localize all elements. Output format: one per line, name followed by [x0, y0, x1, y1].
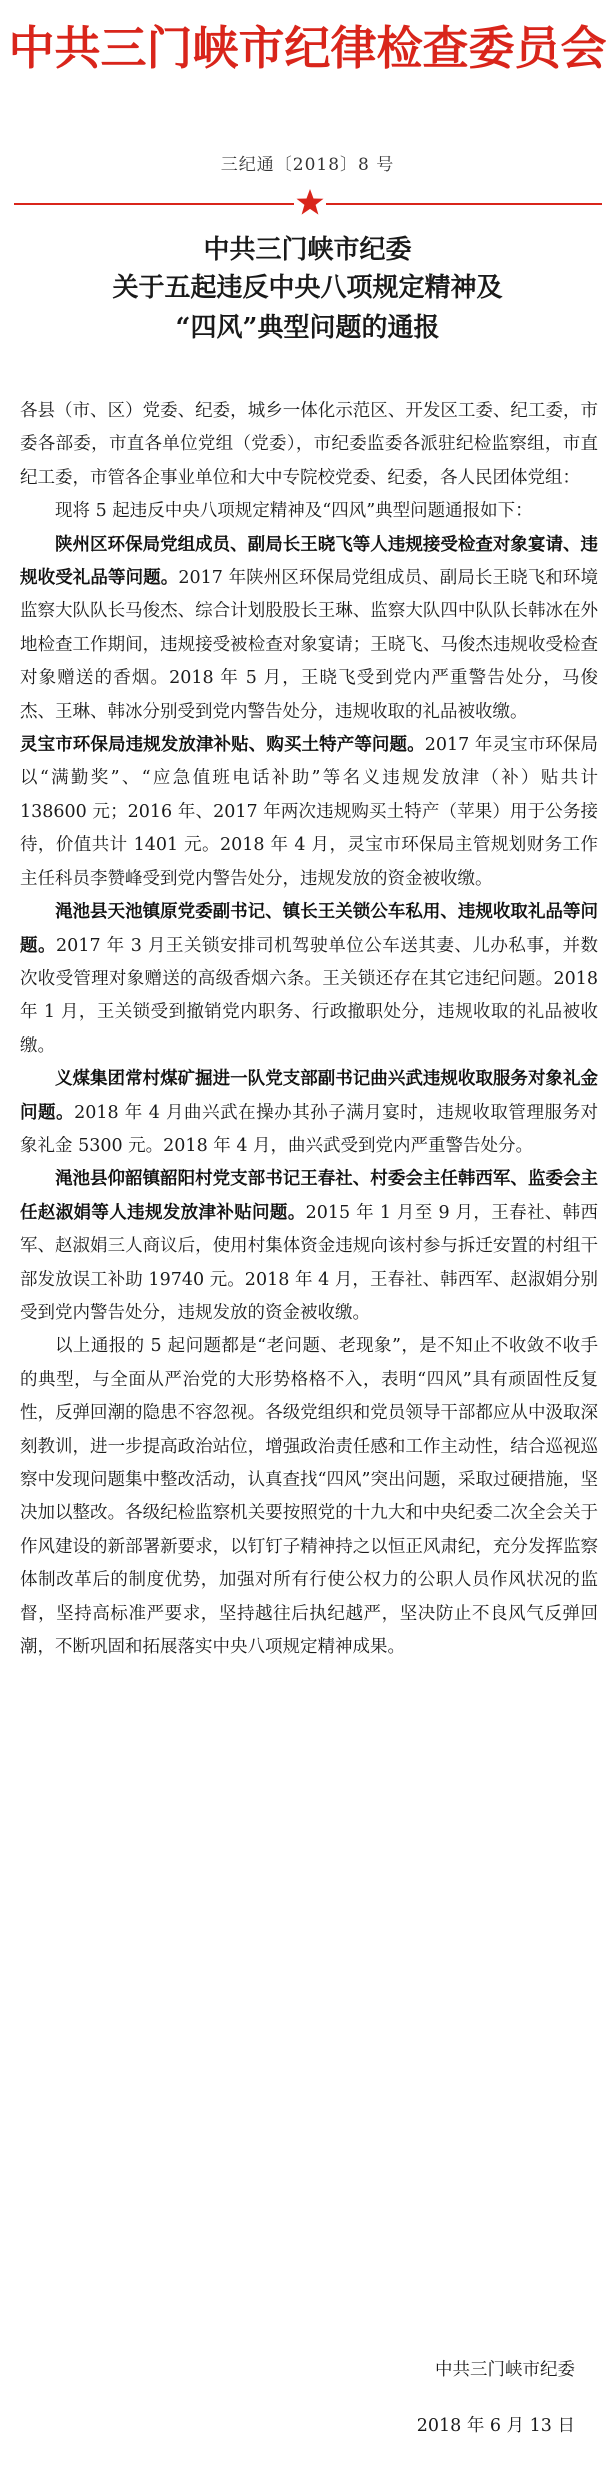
document-title-line3: “四风”典型问题的通报 — [175, 313, 440, 343]
recipients-paragraph: 各县（市、区）党委、纪委，城乡一体化示范区、开发区工委、纪工委，市委各部委，市直各单位党组（党委），市纪委监委各派驻纪检监察组，市直纪工委，市管各企事业单位和大中专院校党委、纪委，各人民团体党组： — [20, 401, 598, 488]
case-paragraph — [20, 1063, 598, 1163]
signature-organization: 中共三门峡市纪委 — [435, 2360, 575, 2380]
issuing-authority-title: 中共三门峡市纪律检查委员会 — [8, 21, 607, 75]
case-body: 2015 年 1 月至 9 月，王春社、韩西军、赵淑娟三人商议后，使用村集体资金违规向该村参与拆迁安置的村组干部发放误工补助 19740 元。2018 年 4 月，王春社、韩西军、赵淑娟分别受到党内警告处分，违规发放的资金被收缴。 — [20, 1202, 599, 1323]
case-heading: 义煤集团常村煤矿掘进一队党支部副书记曲兴武违规收取服务对象礼金问题。 — [20, 1069, 598, 1123]
case-heading: 渑池县仰韶镇韶阳村党支部书记王春社、村委会主任韩西军、监委会主任赵淑娟等人违规发放津补贴问题。 — [20, 1169, 598, 1223]
case-heading: 渑池县天池镇原党委副书记、镇长王关锁公车私用、违规收取礼品等问题。 — [20, 902, 598, 956]
case-paragraph — [20, 529, 598, 729]
case-body: 2017 年陕州区环保局党组成员、副局长王晓飞和环境监察大队队长马俊杰、综合计划股股长王琳、监察大队四中队队长韩冰在外地检查工作期间，违规接受被检查对象宴请；王晓飞、马俊杰违规收受检查对象赠送的香烟。2018 年 5 月，王晓飞受到党内严重警告处分，马俊杰、王琳、韩冰分别受到党内警告处分，违规收取的礼品被收缴。 — [20, 568, 598, 722]
intro-paragraph: 现将 5 起违反中央八项规定精神及“四风”典型问题通报如下： — [55, 501, 533, 522]
case-heading: 陕州区环保局党组成员、副局长王晓飞等人违规接受检查对象宴请、违规收受礼品等问题。 — [20, 534, 598, 589]
document-header — [0, 0, 615, 92]
case-body: 2017 年 3 月王关锁安排司机驾驶单位公车送其妻、儿办私事，并数次收受管理对象赠送的高级香烟六条。王关锁还存在其它违纪问题。2018 年 1 月，王关锁受到撤销党内职务、行政撤职处分，违规收取的礼品被收缴。 — [20, 935, 599, 1056]
document-title-line1: 中共三门峡市纪委 — [203, 235, 412, 265]
conclusion-paragraph: 以上通报的 5 起问题都是“老问题、老现象”，是不知止不收敛不收手的典型，与全面从严治党的大形势格格不入，表明“四风”具有顽固性反复性，反弹回潮的隐患不容忽视。各级党组织和党员领导干部都应从中汲取深刻教训，进一步提高政治站位，增强政治责任感和工作主动性，结合巡视巡察中发现问题集中整改活动，认真查找“四风”突出问题，采取过硬措施，坚决加以整改。各级纪检监察机关要按照党的十九大和中央纪委二次全会关于作风建设的新部署新要求，以钉钉子精神持之以恒正风肃纪，充分发挥监察体制改革后的制度优势，加强对所有行使公权力的公职人员作风状况的监督，坚持高标准严要求，坚持越往后执纪越严，坚决防止不良风气反弹回潮，不断巩固和拓展落实中央八项规定精神成果。 — [20, 1336, 598, 1658]
red-divider-right — [326, 203, 602, 205]
case-paragraph — [20, 896, 598, 1063]
star-icon — [296, 188, 324, 216]
signature-date: 2018 年 6 月 13 日 — [416, 2416, 575, 2436]
case-heading: 灵宝市环保局违规发放津补贴、购买土特产等问题。 — [20, 735, 425, 756]
case-paragraph — [20, 729, 598, 896]
document-title-line2: 关于五起违反中央八项规定精神及 — [112, 273, 503, 303]
document-body — [20, 395, 598, 1664]
red-divider-left — [14, 203, 294, 205]
case-paragraph — [20, 1163, 598, 1330]
case-body: 2017 年灵宝市环保局以“满勤奖”、“应急值班电话补助”等名义违规发放津（补）贴共计 138600 元；2016 年、2017 年两次违规购买土特产（苹果）用于公务接待，价值共计 1401 元。2018 年 4 月，灵宝市环保局主管规划财务工作主任科员李赞峰受到党内警告处分，违规发放的资金被收缴。 — [20, 735, 598, 889]
document-number: 三纪通〔2018〕8 号 — [220, 155, 395, 175]
case-body: 2018 年 4 月曲兴武在操办其孙子满月宴时，违规收取管理服务对象礼金 5300 元。2018 年 4 月，曲兴武受到党内严重警告处分。 — [20, 1102, 599, 1156]
